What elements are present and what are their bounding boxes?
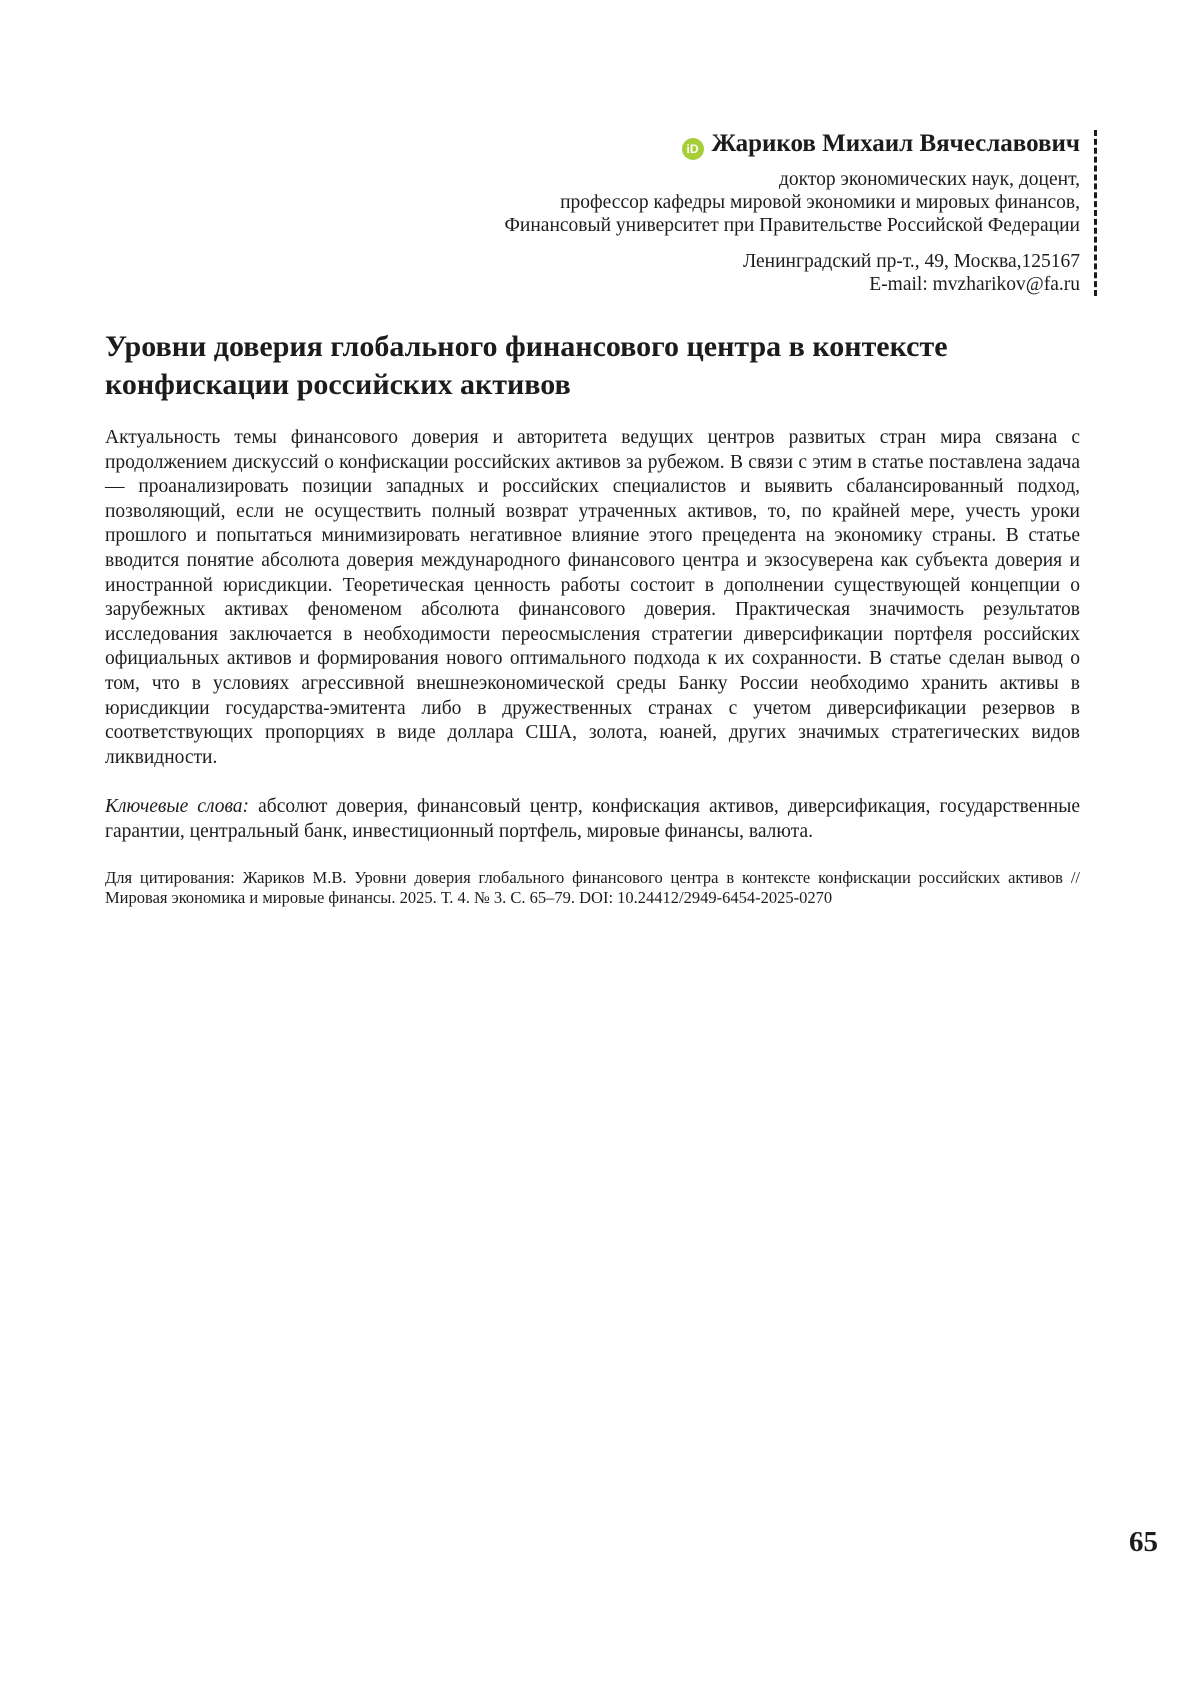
citation-label: Для цитирования: <box>105 867 235 887</box>
author-address: Ленинградский пр-т., 49, Москва,125167 <box>742 251 1080 272</box>
orcid-icon[interactable]: iD <box>682 138 704 160</box>
author-position: профессор кафедры мировой экономики и мировых финансов, <box>560 192 1080 213</box>
page-number: 65 <box>1129 1526 1158 1558</box>
author-affiliation: Финансовый университет при Правительстве Российской Федерации <box>504 215 1080 236</box>
author-email: E-mail: mvzharikov@fa.ru <box>869 274 1080 295</box>
author-name-row <box>505 130 1080 160</box>
citation-paragraph <box>105 868 1080 909</box>
keywords-paragraph <box>105 795 1080 844</box>
keywords-text: абсолют доверия, финансовый центр, конфискация активов, диверсификация, государственные гарантии, центральный банк, инвестиционный портфель, мировые финансы, валюта. <box>105 796 1081 842</box>
author-degree: доктор экономических наук, доцент, <box>778 169 1080 190</box>
abstract-paragraph: Актуальность темы финансового доверия и авторитета ведущих центров развитых стран мира связана с продолжением дискуссий о конфискации российских активов за рубежом. В связи с этим в статье поставлена задача — проанализировать позиции западных и российских специалистов и выявить сбалансированный подход, позволяющий, если не осуществить полный возврат утраченных активов, то, по крайней мере, учесть уроки прошлого и попытаться минимизировать негативное влияние этого прецедента на экономику страны. В статье вводится понятие абсолюта доверия международного финансового центра и экзосуверена как субъекта доверия и иностранной юрисдикции. Теоретическая ценность работы состоит в дополнении существующей концепции о зарубежных активах феноменом абсолюта финансового доверия. Практическая значимость результатов исследования заключается в необходимости переосмысления стратегии диверсификации портфеля российских официальных активов и формирования нового оптимального подхода к их сохранности. В статье сделан вывод о том, что в условиях агрессивной внешнеэкономической среды Банку России необходимо хранить активы в юрисдикции государства-эмитента либо в дружественных странах с учетом диверсификации резервов в соответствующих пропорциях в виде доллара США, золота, юаней, других значимых стратегических видов ликвидности. <box>105 427 1080 768</box>
keywords-label: Ключевые слова: <box>105 796 250 818</box>
main-column <box>105 328 1080 909</box>
citation-text: Жариков М.В. Уровни доверия глобального финансового центра в контексте конфискации российских активов // Мировая экономика и мировые финансы. 2025. Т. 4. № 3. С. 65–79. DOI: 10.24412/2949-6454-2025-0270 <box>105 867 1080 907</box>
article-title: Уровни доверия глобального финансового центра в контексте конфискации российских активов <box>105 330 948 401</box>
author-block <box>505 130 1097 296</box>
author-contact <box>505 250 1080 296</box>
author-name: Жариков Михаил Вячеславович <box>711 130 1080 157</box>
